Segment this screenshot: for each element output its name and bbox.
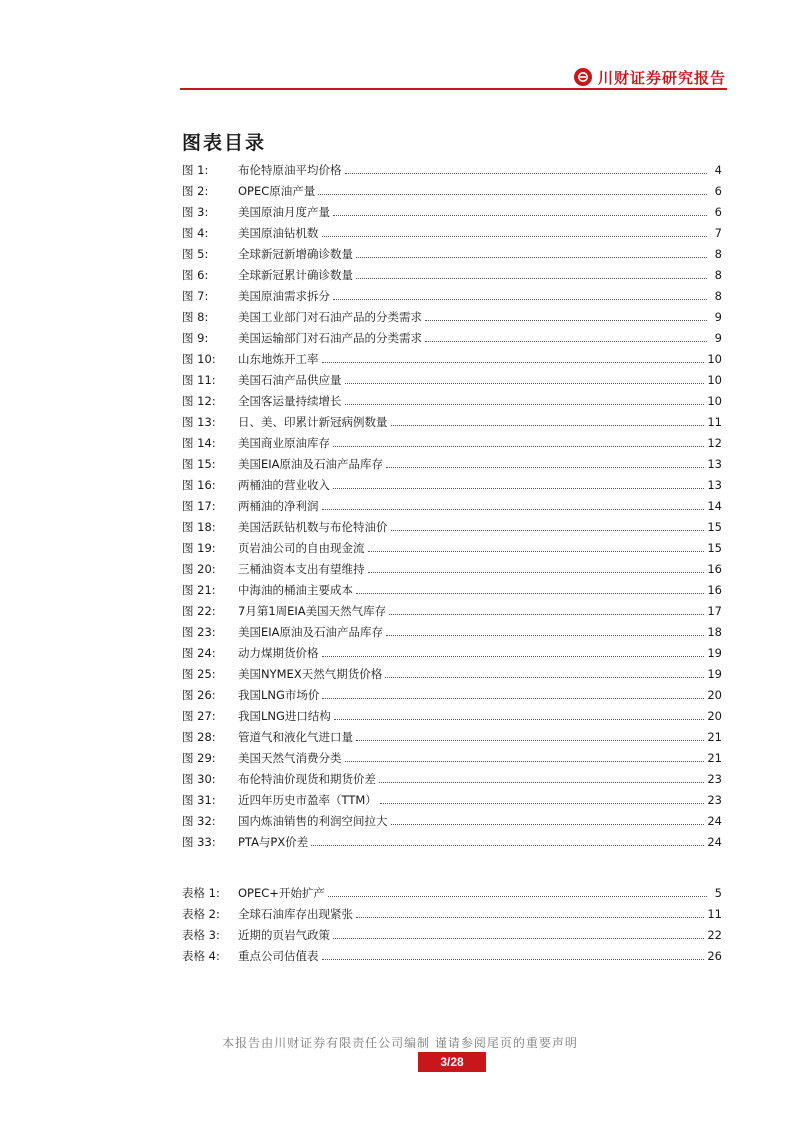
dot-leader	[386, 454, 704, 468]
dot-leader	[368, 538, 705, 552]
toc-entry-title[interactable]: 美国天然气消费分类	[238, 751, 342, 765]
toc-entry-title[interactable]: 中海油的桶油主要成本	[238, 583, 353, 597]
dot-leader	[391, 412, 705, 426]
toc-entry-page: 23	[707, 793, 722, 807]
dot-leader	[322, 643, 705, 657]
toc-entry-label: 图 22:	[182, 604, 216, 618]
brand-name: 川财证券研究报告	[597, 68, 726, 87]
toc-entry-page: 19	[707, 646, 722, 660]
toc-entry-page: 8	[714, 289, 722, 303]
toc-entry-title[interactable]: 两桶油的净利润	[238, 499, 319, 513]
toc-entry-title[interactable]: 重点公司估值表	[238, 949, 319, 963]
toc-entry-title[interactable]: 美国原油月度产量	[238, 205, 330, 219]
toc-entry[interactable]	[182, 496, 722, 517]
toc-entry-label: 图 15:	[182, 457, 216, 471]
dot-leader	[333, 475, 704, 489]
toc-entry[interactable]	[182, 883, 722, 904]
dot-leader	[389, 601, 704, 615]
header-divider	[180, 88, 727, 90]
dot-leader	[386, 622, 704, 636]
brand-logo-icon	[574, 68, 592, 86]
toc-entry-page: 12	[707, 436, 722, 450]
toc-entry-page: 15	[707, 541, 722, 555]
dot-leader	[380, 790, 705, 804]
toc-entry-page: 10	[707, 394, 722, 408]
dot-leader	[379, 769, 704, 783]
dot-leader	[318, 181, 707, 195]
toc-entry-page: 15	[707, 520, 722, 534]
toc-entry-title[interactable]: 近四年历史市盈率（TTM）	[238, 793, 377, 807]
dot-leader	[322, 685, 704, 699]
toc-entry-page: 14	[707, 499, 722, 513]
toc-entry-label: 图 17:	[182, 499, 216, 513]
toc-entry-title[interactable]: 三桶油资本支出有望维持	[238, 562, 365, 576]
dot-leader	[356, 727, 704, 741]
toc-entry-page: 26	[707, 949, 722, 963]
toc-entry-page: 6	[714, 205, 722, 219]
toc-entry[interactable]	[182, 391, 722, 412]
toc-entry-label: 图 6:	[182, 268, 209, 282]
toc-entry[interactable]	[182, 832, 722, 853]
toc-entry-label: 图 5:	[182, 247, 209, 261]
toc-entry-label: 图 20:	[182, 562, 216, 576]
toc-entry-label: 图 12:	[182, 394, 216, 408]
toc-entry[interactable]	[182, 307, 722, 328]
toc-entry-label: 图 27:	[182, 709, 216, 723]
toc-entry[interactable]	[182, 925, 722, 946]
toc-entry-label: 图 24:	[182, 646, 216, 660]
dot-leader	[328, 883, 707, 897]
toc-entry[interactable]	[182, 790, 722, 811]
toc-entry-page: 9	[714, 310, 722, 324]
toc-entry-label: 表格 4:	[182, 949, 220, 963]
toc-entry[interactable]	[182, 286, 722, 307]
toc-entry-title[interactable]: 页岩油公司的自由现金流	[238, 541, 365, 555]
toc-entry[interactable]	[182, 748, 722, 769]
toc-entry-page: 8	[714, 247, 722, 261]
toc-entry-label: 图 32:	[182, 814, 216, 828]
toc-entry-label: 图 1:	[182, 163, 209, 177]
toc-entry-page: 20	[707, 709, 722, 723]
toc-entry-title[interactable]: 美国EIA原油及石油产品库存	[238, 457, 384, 471]
toc-entry-label: 图 4:	[182, 226, 209, 240]
toc-entry-title[interactable]: 布伦特原油平均价格	[238, 163, 342, 177]
toc-entry-title[interactable]: 两桶油的营业收入	[238, 478, 330, 492]
toc-entry-page: 21	[707, 751, 722, 765]
toc-entry[interactable]	[182, 454, 722, 475]
toc-entry-label: 图 3:	[182, 205, 209, 219]
toc-entry[interactable]	[182, 223, 722, 244]
dot-leader	[385, 664, 704, 678]
table-list	[182, 883, 722, 967]
toc-entry-page: 23	[707, 772, 722, 786]
toc-entry-label: 图 14:	[182, 436, 216, 450]
toc-entry-page: 19	[707, 667, 722, 681]
toc-entry[interactable]	[182, 328, 722, 349]
toc-entry-title[interactable]: 日、美、印累计新冠病例数量	[238, 415, 388, 429]
toc-entry-title[interactable]: 美国NYMEX天然气期货价格	[238, 667, 383, 681]
toc-entry-title[interactable]: PTA与PX价差	[238, 835, 309, 849]
toc-entry-page: 21	[707, 730, 722, 744]
toc-entry-title[interactable]: 美国原油需求拆分	[238, 289, 330, 303]
toc-entry-page: 17	[707, 604, 722, 618]
page-number-badge: 3/28	[418, 1052, 486, 1072]
toc-entry[interactable]	[182, 181, 722, 202]
toc-entry-title[interactable]: 7月第1周EIA美国天然气库存	[238, 604, 387, 618]
dot-leader	[333, 925, 704, 939]
toc-entry[interactable]	[182, 412, 722, 433]
dot-leader	[345, 748, 705, 762]
toc-entry[interactable]	[182, 559, 722, 580]
toc-entry-page: 11	[707, 907, 722, 921]
dot-leader	[345, 160, 708, 174]
toc-entry-title[interactable]: 全国客运量持续增长	[238, 394, 342, 408]
dot-leader	[391, 517, 705, 531]
toc-entry-title[interactable]: 全球石油库存出现紧张	[238, 907, 353, 921]
dot-leader	[322, 496, 705, 510]
toc-entry-title[interactable]: 美国运输部门对石油产品的分类需求	[238, 331, 422, 345]
toc-entry-page: 13	[707, 457, 722, 471]
toc-entry-label: 图 19:	[182, 541, 216, 555]
toc-entry-page: 20	[707, 688, 722, 702]
toc-entry-title[interactable]: 全球新冠新增确诊数量	[238, 247, 353, 261]
report-brand-header	[574, 64, 726, 90]
toc-entry-title[interactable]: 美国EIA原油及石油产品库存	[238, 625, 384, 639]
dot-leader	[334, 706, 704, 720]
toc-entry[interactable]	[182, 904, 722, 925]
toc-entry[interactable]	[182, 160, 722, 181]
toc-entry-label: 图 26:	[182, 688, 216, 702]
toc-entry-label: 图 13:	[182, 415, 216, 429]
toc-entry-page: 24	[707, 814, 722, 828]
toc-entry-title[interactable]: 山东地炼开工率	[238, 352, 319, 366]
toc-entry-label: 图 2:	[182, 184, 209, 198]
toc-entry-page: 5	[714, 886, 722, 900]
dot-leader	[391, 811, 705, 825]
toc-entry-page: 8	[714, 268, 722, 282]
toc-entry-label: 图 8:	[182, 310, 209, 324]
toc-entry-page: 4	[714, 163, 722, 177]
toc-entry[interactable]	[182, 769, 722, 790]
toc-entry-label: 图 25:	[182, 667, 216, 681]
toc-entry-label: 图 33:	[182, 835, 216, 849]
toc-entry[interactable]	[182, 601, 722, 622]
toc-entry[interactable]	[182, 685, 722, 706]
toc-entry-title[interactable]: OPEC+开始扩产	[238, 886, 325, 900]
toc-entry[interactable]	[182, 349, 722, 370]
toc-entry-title[interactable]: 近期的页岩气政策	[238, 928, 330, 942]
dot-leader	[356, 580, 704, 594]
toc-entry-title[interactable]: OPEC原油产量	[238, 184, 316, 198]
toc-entry[interactable]	[182, 946, 722, 967]
toc-entry-page: 22	[707, 928, 722, 942]
dot-leader	[311, 832, 704, 846]
toc-entry-title[interactable]: 国内炼油销售的利润空间拉大	[238, 814, 388, 828]
toc-entry-title[interactable]: 动力煤期货价格	[238, 646, 319, 660]
toc-entry-page: 13	[707, 478, 722, 492]
toc-entry-page: 9	[714, 331, 722, 345]
toc-entry-title[interactable]: 布伦特油价现货和期货价差	[238, 772, 376, 786]
toc-entry-label: 图 10:	[182, 352, 216, 366]
dot-leader	[322, 946, 705, 960]
toc-entry-label: 表格 2:	[182, 907, 220, 921]
dot-leader	[333, 202, 707, 216]
toc-entry-label: 图 18:	[182, 520, 216, 534]
dot-leader	[356, 265, 707, 279]
toc-entry[interactable]	[182, 433, 722, 454]
toc-entry-label: 图 21:	[182, 583, 216, 597]
toc-entry-label: 表格 1:	[182, 886, 220, 900]
toc-entry[interactable]	[182, 706, 722, 727]
toc-entry-label: 图 11:	[182, 373, 216, 387]
toc-entry[interactable]	[182, 244, 722, 265]
toc-entry-page: 10	[707, 352, 722, 366]
toc-heading: 图表目录	[182, 132, 267, 154]
toc-entry[interactable]	[182, 202, 722, 223]
toc-entry-title[interactable]: 我国LNG进口结构	[238, 709, 331, 723]
toc-entry-page: 16	[707, 583, 722, 597]
dot-leader	[322, 223, 708, 237]
toc-entry[interactable]	[182, 538, 722, 559]
toc-entry-label: 图 16:	[182, 478, 216, 492]
dot-leader	[356, 244, 707, 258]
toc-entry-page: 10	[707, 373, 722, 387]
toc-entry-title[interactable]: 美国原油钻机数	[238, 226, 319, 240]
toc-entry-title[interactable]: 我国LNG市场价	[238, 688, 320, 702]
toc-entry[interactable]	[182, 622, 722, 643]
toc-entry-page: 16	[707, 562, 722, 576]
dot-leader	[322, 349, 705, 363]
toc-entry-label: 图 7:	[182, 289, 209, 303]
toc-entry[interactable]	[182, 475, 722, 496]
toc-entry[interactable]	[182, 643, 722, 664]
toc-entry[interactable]	[182, 811, 722, 832]
toc-entry[interactable]	[182, 265, 722, 286]
toc-entry-page: 18	[707, 625, 722, 639]
toc-entry-label: 表格 3:	[182, 928, 220, 942]
toc-entry-title[interactable]: 美国工业部门对石油产品的分类需求	[238, 310, 422, 324]
dot-leader	[345, 391, 705, 405]
toc-entry[interactable]	[182, 370, 722, 391]
toc-entry[interactable]	[182, 664, 722, 685]
dot-leader	[333, 433, 704, 447]
dot-leader	[333, 286, 707, 300]
dot-leader	[345, 370, 705, 384]
toc-entry[interactable]	[182, 517, 722, 538]
toc-entry[interactable]	[182, 580, 722, 601]
toc-entry-title[interactable]: 美国商业原油库存	[238, 436, 330, 450]
toc-entry-page: 11	[707, 415, 722, 429]
toc-entry-title[interactable]: 全球新冠累计确诊数量	[238, 268, 353, 282]
figure-list	[182, 160, 722, 853]
dot-leader	[425, 307, 707, 321]
toc-entry-page: 7	[714, 226, 722, 240]
toc-entry-title[interactable]: 美国活跃钻机数与布伦特油价	[238, 520, 388, 534]
dot-leader	[368, 559, 705, 573]
dot-leader	[425, 328, 707, 342]
toc-entry-label: 图 29:	[182, 751, 216, 765]
toc-entry-label: 图 30:	[182, 772, 216, 786]
toc-entry-title[interactable]: 美国石油产品供应量	[238, 373, 342, 387]
toc-entry-label: 图 23:	[182, 625, 216, 639]
toc-entry-page: 6	[714, 184, 722, 198]
toc-entry-label: 图 9:	[182, 331, 209, 345]
toc-entry[interactable]	[182, 727, 722, 748]
toc-entry-page: 24	[707, 835, 722, 849]
toc-entry-label: 图 31:	[182, 793, 216, 807]
toc-entry-label: 图 28:	[182, 730, 216, 744]
toc-entry-title[interactable]: 管道气和液化气进口量	[238, 730, 353, 744]
dot-leader	[356, 904, 704, 918]
footer-disclaimer: 本报告由川财证券有限责任公司编制 谨请参阅尾页的重要声明	[222, 1036, 578, 1050]
